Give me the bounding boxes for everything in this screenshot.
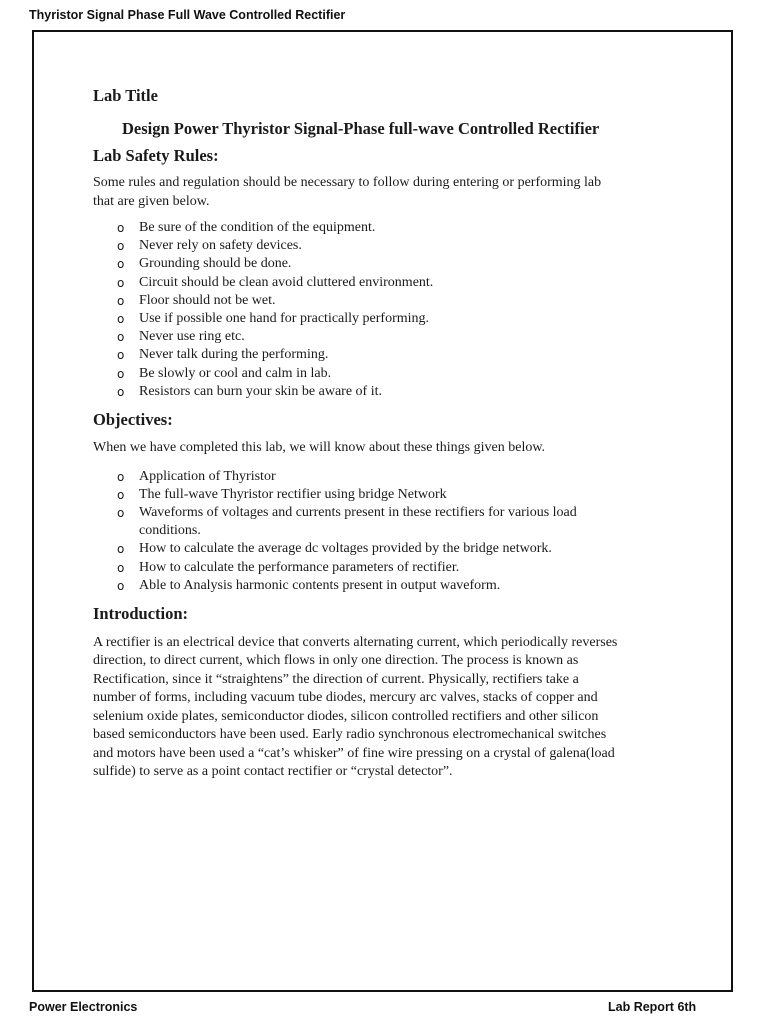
list-item <box>93 504 693 540</box>
footer-course: Power Electronics <box>29 1000 138 1014</box>
list-item-text: Never talk during the performing. <box>139 347 329 363</box>
list-item-text: Floor should not be wet. <box>139 292 276 308</box>
page-content <box>93 86 693 782</box>
bullet-icon: o <box>117 221 125 235</box>
running-header: Thyristor Signal Phase Full Wave Controlled Rectifier <box>29 8 346 22</box>
intro-line-4: number of forms, including vacuum tube diodes, mercury arc valves, stacks of copper and <box>93 690 598 706</box>
list-item-text: The full-wave Thyristor rectifier using bridge Network <box>139 486 447 502</box>
intro-line-6: based semiconductors have been used. Early radio synchronous electromechanical switches <box>93 727 607 743</box>
lab-title-heading: Lab Title <box>93 86 158 105</box>
footer-report: Lab Report 6th <box>608 1000 697 1014</box>
bullet-icon: o <box>117 366 125 381</box>
bullet-icon: o <box>117 312 125 327</box>
intro-line-3: Rectification, since it “straightens” the direction of current. Physically, rectifiers take a <box>93 671 579 687</box>
introduction-heading: Introduction: <box>93 603 189 623</box>
bullet-icon: o <box>117 293 125 308</box>
safety-intro-line-1: Some rules and regulation should be necessary to follow during entering or performing lab <box>93 175 602 190</box>
list-item <box>93 540 693 558</box>
bullet-icon: o <box>117 487 125 502</box>
list-item <box>93 559 693 577</box>
bullet-icon: o <box>117 560 125 575</box>
list-item-text: Use if possible one hand for practically performing. <box>139 311 430 327</box>
bullet-icon: o <box>117 275 125 290</box>
list-item-text: Never use ring etc. <box>139 329 245 345</box>
intro-line-1: A rectifier is an electrical device that converts alternating current, which periodically reverses <box>93 634 618 650</box>
list-item-text: Waveforms of voltages and currents present in these rectifiers for various load <box>139 504 577 520</box>
bullet-icon: o <box>117 542 125 557</box>
bullet-icon: o <box>117 330 125 345</box>
bullet-icon: o <box>117 348 125 363</box>
list-item-text: Able to Analysis harmonic contents present in output waveform. <box>139 577 501 593</box>
list-item <box>93 383 693 401</box>
list-item-text: Application of Thyristor <box>139 468 276 484</box>
bullet-icon: o <box>117 505 125 520</box>
list-item <box>93 486 693 504</box>
list-item <box>93 365 693 383</box>
list-item-text: How to calculate the performance parameters of rectifier. <box>139 559 460 575</box>
safety-intro <box>93 174 693 211</box>
list-item <box>93 328 693 346</box>
bullet-icon: o <box>117 578 125 593</box>
safety-intro-line-2: that are given below. <box>93 193 210 209</box>
list-item-text: Resistors can burn your skin be aware of it. <box>139 383 382 399</box>
list-item-text: Be sure of the condition of the equipment. <box>139 220 376 235</box>
list-item-text: Circuit should be clean avoid cluttered environment. <box>139 274 434 290</box>
list-item <box>93 219 693 237</box>
list-item <box>93 237 693 255</box>
list-item <box>93 310 693 328</box>
intro-line-5: selenium oxide plates, semiconductor diodes, silicon controlled rectifiers and other silicon <box>93 708 599 724</box>
list-item <box>93 274 693 292</box>
list-item-continuation: conditions. <box>139 523 201 539</box>
design-title: Design Power Thyristor Signal-Phase full-wave Controlled Rectifier <box>122 119 600 138</box>
intro-line-2: direction, to direct current, which flows in only one direction. The process is known as <box>93 653 579 669</box>
list-item <box>93 255 693 273</box>
list-item <box>93 292 693 310</box>
bullet-icon: o <box>117 469 125 484</box>
list-item-text: Grounding should be done. <box>139 256 292 272</box>
list-item-text: How to calculate the average dc voltages provided by the bridge network. <box>139 541 552 557</box>
safety-rules-list <box>93 219 693 401</box>
objectives-heading: Objectives: <box>93 410 173 430</box>
list-item <box>93 577 693 595</box>
list-item-text: Be slowly or cool and calm in lab. <box>139 365 332 381</box>
objectives-list <box>93 468 693 595</box>
bullet-icon: o <box>117 257 125 272</box>
safety-heading: Lab Safety Rules: <box>93 146 219 165</box>
list-item-text: Never rely on safety devices. <box>139 238 302 254</box>
introduction-paragraph <box>93 634 693 782</box>
list-item <box>93 346 693 364</box>
intro-line-8: sulfide) to serve as a point contact rectifier or “crystal detector”. <box>93 764 453 780</box>
bullet-icon: o <box>117 239 125 254</box>
intro-line-7: and motors have been used a “cat’s whisker” of fine wire pressing on a crystal of galena(load <box>93 745 615 761</box>
objectives-intro: When we have completed this lab, we will know about these things given below. <box>93 440 546 456</box>
list-item <box>93 468 693 486</box>
bullet-icon: o <box>117 384 125 399</box>
